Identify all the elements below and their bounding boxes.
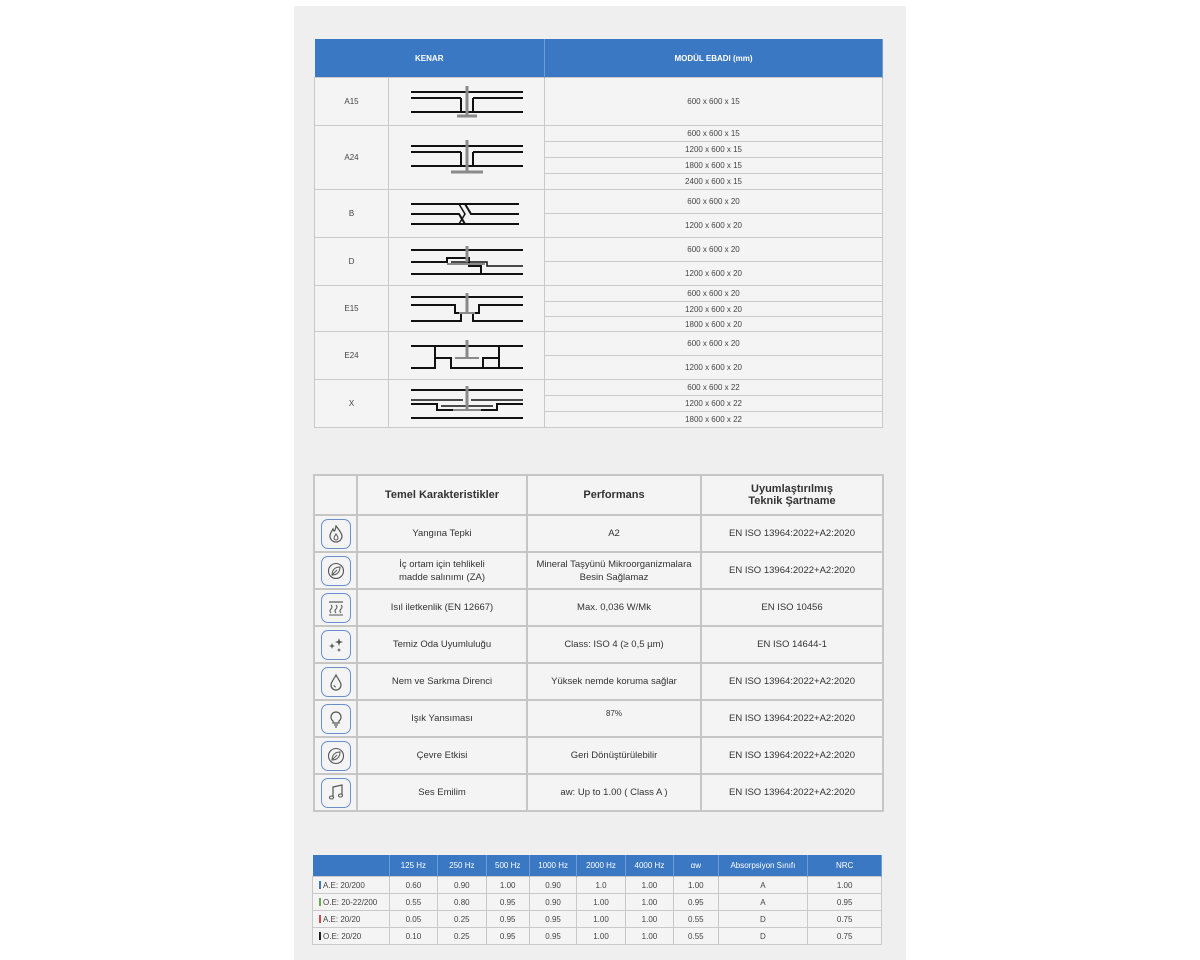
row-label xyxy=(313,911,390,928)
spec-value: EN ISO 13964:2022+A2:2020 xyxy=(701,552,883,589)
edge-code: B xyxy=(315,190,389,238)
characteristic-name: Ses Emilim xyxy=(357,774,527,811)
row-label xyxy=(313,877,390,894)
performance-value: Yüksek nemde koruma sağlar xyxy=(527,663,701,700)
characteristic-name: Işık Yansıması xyxy=(357,700,527,737)
edge-e15-profile-icon xyxy=(389,286,545,332)
absorption-value: 0.80 xyxy=(438,894,486,911)
characteristic-header: Temel Karakteristikler xyxy=(357,475,527,515)
bulb-icon xyxy=(321,704,351,734)
nrc-header: NRC xyxy=(808,855,882,877)
table-row xyxy=(314,774,883,811)
leaf-icon xyxy=(321,556,351,586)
table-row xyxy=(314,626,883,663)
absorption-value: 1.00 xyxy=(577,911,625,928)
edge-code: A15 xyxy=(315,78,389,126)
performance-value: A2 xyxy=(527,515,701,552)
music-icon xyxy=(321,778,351,808)
module-size: 1800 x 600 x 22 xyxy=(545,412,883,428)
row-label xyxy=(313,894,390,911)
freq-header: 2000 Hz xyxy=(577,855,625,877)
absorption-value: 0.95 xyxy=(486,894,529,911)
table-row xyxy=(315,332,883,356)
alpha-w-header: αw xyxy=(674,855,718,877)
absorption-value: 0.60 xyxy=(389,877,437,894)
performance-value: Class: ISO 4 (≥ 0,5 µm) xyxy=(527,626,701,663)
series-color-marker xyxy=(319,881,321,889)
absorption-value: 0.90 xyxy=(529,894,576,911)
table-row xyxy=(315,238,883,262)
edge-module-table xyxy=(314,39,883,428)
table-row xyxy=(314,700,883,737)
drop-icon xyxy=(321,667,351,697)
table-row xyxy=(313,877,882,894)
module-size: 1200 x 600 x 15 xyxy=(545,142,883,158)
performance-value: Mineral Taşyünü Mikroorganizmalara Besin Sağlamaz xyxy=(527,552,701,589)
absorption-value: 0.95 xyxy=(486,911,529,928)
module-size: 600 x 600 x 20 xyxy=(545,286,883,302)
icon-header xyxy=(314,475,357,515)
module-size: 600 x 600 x 20 xyxy=(545,332,883,356)
spec-value: EN ISO 13964:2022+A2:2020 xyxy=(701,515,883,552)
leaf-icon xyxy=(321,741,351,771)
spec-value: EN ISO 14644-1 xyxy=(701,626,883,663)
module-size: 1200 x 600 x 20 xyxy=(545,262,883,286)
table-row xyxy=(314,515,883,552)
row-label-text: A.E: 20/200 xyxy=(323,880,365,890)
absorption-value: 0.90 xyxy=(438,877,486,894)
absorption-value: 0.95 xyxy=(529,928,576,945)
module-size: 1200 x 600 x 20 xyxy=(545,214,883,238)
freq-header: 250 Hz xyxy=(438,855,486,877)
fire-icon xyxy=(321,519,351,549)
absorption-value: 0.75 xyxy=(808,928,882,945)
absorption-value: 0.95 xyxy=(808,894,882,911)
table-row xyxy=(314,589,883,626)
absorption-table xyxy=(312,855,882,945)
module-size-header: MODÜL EBADI (mm) xyxy=(545,39,883,78)
performance-value: aw: Up to 1.00 ( Class A ) xyxy=(527,774,701,811)
row-label-text: A.E: 20/20 xyxy=(323,914,361,924)
absorption-value: 0.75 xyxy=(808,911,882,928)
characteristic-name: Temiz Oda Uyumluluğu xyxy=(357,626,527,663)
module-size: 1200 x 600 x 22 xyxy=(545,396,883,412)
characteristic-name: Çevre Etkisi xyxy=(357,737,527,774)
absorption-value: 0.95 xyxy=(486,928,529,945)
absorption-value: 0.55 xyxy=(674,928,718,945)
edge-code: X xyxy=(315,380,389,428)
table-row xyxy=(315,380,883,396)
edge-code: A24 xyxy=(315,126,389,190)
spec-value: EN ISO 13964:2022+A2:2020 xyxy=(701,737,883,774)
edge-code: E15 xyxy=(315,286,389,332)
freq-header: 500 Hz xyxy=(486,855,529,877)
absorption-value: A xyxy=(718,877,808,894)
absorption-value: A xyxy=(718,894,808,911)
absorption-value: 0.55 xyxy=(389,894,437,911)
table-row xyxy=(315,78,883,126)
edge-code: D xyxy=(315,238,389,286)
absorption-value: 0.25 xyxy=(438,911,486,928)
absorption-value: 1.00 xyxy=(808,877,882,894)
edge-x-profile-icon xyxy=(389,380,545,428)
absorption-class-header: Absorpsiyon Sınıfı xyxy=(718,855,808,877)
table-row xyxy=(313,894,882,911)
absorption-value: 0.10 xyxy=(389,928,437,945)
characteristics-table xyxy=(313,474,884,812)
absorption-value: D xyxy=(718,911,808,928)
table-row xyxy=(315,286,883,302)
absorption-value: 0.05 xyxy=(389,911,437,928)
performance-header: Performans xyxy=(527,475,701,515)
series-color-marker xyxy=(319,915,321,923)
module-size: 600 x 600 x 15 xyxy=(545,126,883,142)
table-row xyxy=(313,928,882,945)
characteristic-name: Yangına Tepki xyxy=(357,515,527,552)
edge-b-profile-icon xyxy=(389,190,545,238)
characteristic-name: İç ortam için tehlikeli madde salınımı (ZA) xyxy=(357,552,527,589)
absorption-value: D xyxy=(718,928,808,945)
table-row xyxy=(314,663,883,700)
absorption-value: 1.00 xyxy=(674,877,718,894)
absorption-value: 0.95 xyxy=(674,894,718,911)
absorption-value: 1.0 xyxy=(577,877,625,894)
absorption-value: 1.00 xyxy=(625,928,673,945)
edge-e24-profile-icon xyxy=(389,332,545,380)
table-row xyxy=(313,911,882,928)
table-row xyxy=(315,190,883,214)
absorption-value: 0.90 xyxy=(529,877,576,894)
series-color-marker xyxy=(319,932,321,940)
freq-header: 4000 Hz xyxy=(625,855,673,877)
absorption-value: 1.00 xyxy=(625,894,673,911)
module-size: 1800 x 600 x 20 xyxy=(545,317,883,332)
absorption-value: 1.00 xyxy=(577,894,625,911)
edge-d-profile-icon xyxy=(389,238,545,286)
freq-header: 125 Hz xyxy=(389,855,437,877)
absorption-value: 1.00 xyxy=(577,928,625,945)
edge-header: KENAR xyxy=(315,39,545,78)
absorption-value: 0.25 xyxy=(438,928,486,945)
module-size: 1800 x 600 x 15 xyxy=(545,158,883,174)
module-size: 1200 x 600 x 20 xyxy=(545,356,883,380)
module-size: 600 x 600 x 20 xyxy=(545,190,883,214)
spec-value: EN ISO 10456 xyxy=(701,589,883,626)
absorption-value: 1.00 xyxy=(625,911,673,928)
module-size: 600 x 600 x 20 xyxy=(545,238,883,262)
row-label-text: O.E: 20/20 xyxy=(323,931,362,941)
absorption-value: 1.00 xyxy=(625,877,673,894)
absorption-value: 0.55 xyxy=(674,911,718,928)
module-size: 600 x 600 x 22 xyxy=(545,380,883,396)
table-row xyxy=(315,126,883,142)
absorption-value: 1.00 xyxy=(486,877,529,894)
performance-value: 87% xyxy=(527,700,701,737)
label-header xyxy=(313,855,390,877)
module-size: 2400 x 600 x 15 xyxy=(545,174,883,190)
spec-value: EN ISO 13964:2022+A2:2020 xyxy=(701,663,883,700)
absorption-value: 0.95 xyxy=(529,911,576,928)
table-row xyxy=(314,737,883,774)
edge-a15-profile-icon xyxy=(389,78,545,126)
row-label-text: O.E: 20-22/200 xyxy=(323,897,378,907)
series-color-marker xyxy=(319,898,321,906)
performance-value: Geri Dönüştürülebilir xyxy=(527,737,701,774)
characteristic-name: Isıl iletkenlik (EN 12667) xyxy=(357,589,527,626)
heat-icon xyxy=(321,593,351,623)
spec-header: Uyumlaştırılmış Teknik Şartname xyxy=(701,475,883,515)
edge-code: E24 xyxy=(315,332,389,380)
sparkle-icon xyxy=(321,630,351,660)
freq-header: 1000 Hz xyxy=(529,855,576,877)
characteristic-name: Nem ve Sarkma Direnci xyxy=(357,663,527,700)
performance-value: Max. 0,036 W/Mk xyxy=(527,589,701,626)
row-label xyxy=(313,928,390,945)
edge-a24-profile-icon xyxy=(389,126,545,190)
table-row xyxy=(314,552,883,589)
module-size: 600 x 600 x 15 xyxy=(545,78,883,126)
spec-value: EN ISO 13964:2022+A2:2020 xyxy=(701,774,883,811)
module-size: 1200 x 600 x 20 xyxy=(545,302,883,317)
spec-value: EN ISO 13964:2022+A2:2020 xyxy=(701,700,883,737)
